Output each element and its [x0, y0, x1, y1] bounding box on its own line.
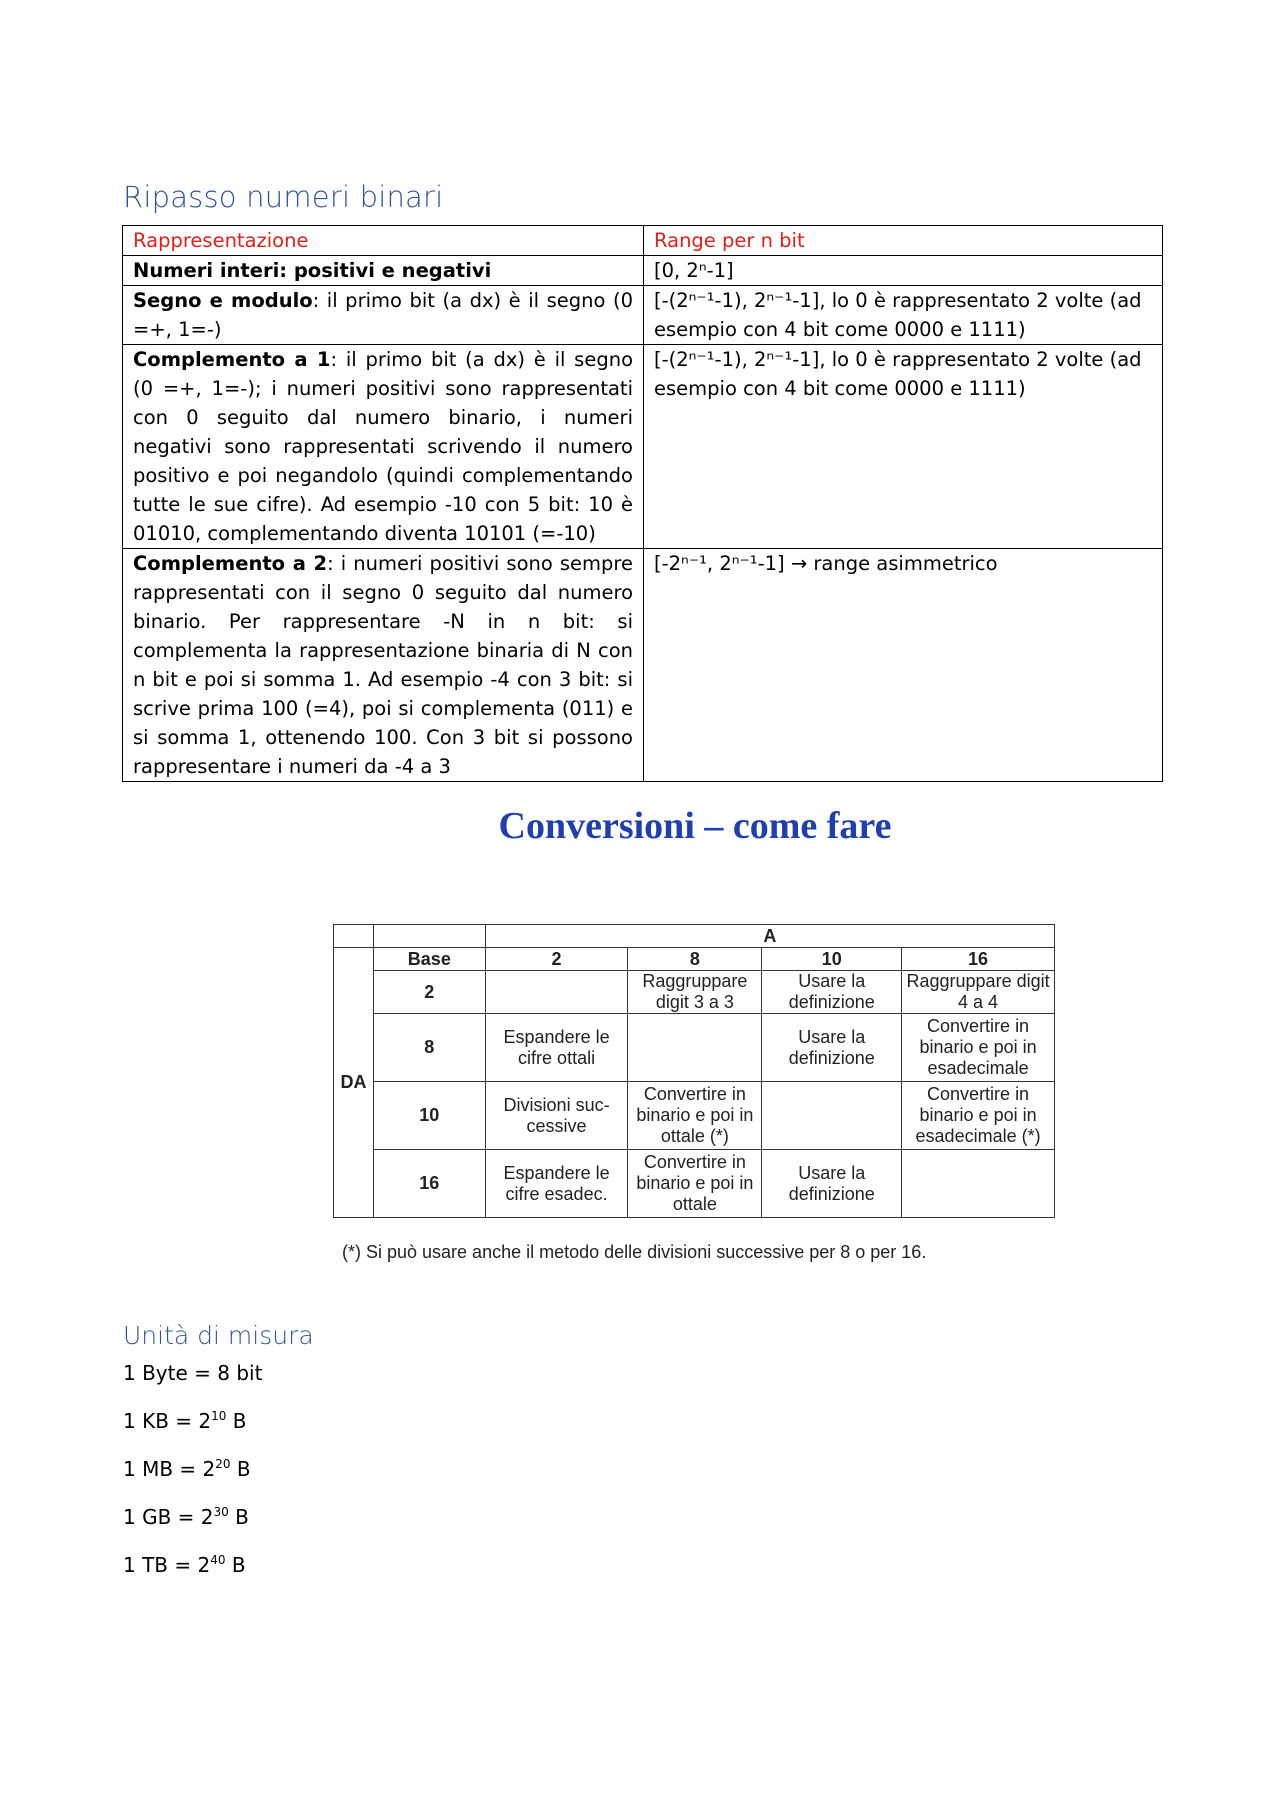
table-cell: Raggruppare digit 3 a 3 — [628, 971, 762, 1014]
table-cell — [485, 971, 628, 1014]
from-base: 10 — [373, 1082, 485, 1150]
row-range: [-(2ⁿ⁻¹-1), 2ⁿ⁻¹-1], lo 0 è rappresentato 2 volte (ad esempio con 4 bit come 0000 e 1111) — [644, 286, 1163, 345]
table-cell: Espandere le cifre esadec. — [485, 1150, 628, 1218]
unit-line: 1 TB = $2^{40}$ B — [123, 1553, 246, 1577]
table-cell: Convertire in binario e poi in ottale — [628, 1150, 762, 1218]
table-row — [123, 286, 1163, 345]
table-cell — [762, 1082, 902, 1150]
section-title-conversioni: Conversioni – come fare — [498, 805, 892, 847]
row-range: [-(2ⁿ⁻¹-1), 2ⁿ⁻¹-1], lo 0 è rappresentato 2 volte (ad esempio con 4 bit come 0000 e 1111) — [644, 345, 1163, 549]
row-description: : i numeri positivi sono sempre rappresentati con il segno 0 seguito dal numero binario. Per rappresentare -N in n bit: si complementa la rappresentazione binaria di N con n bit e poi si somma 1. Ad esempio -4 con 3 bit: si scrive prima 100 (=4), poi si complementa (011) e si somma 1, ottenendo 100. Con 3 bit si possono rappresentare i numeri da -4 a 3 — [133, 552, 633, 778]
conversion-footnote: (*) Si può usare anche il metodo delle divisioni successive per 8 o per 16. — [342, 1242, 927, 1262]
row-term: Numeri interi: positivi e negativi — [133, 259, 492, 282]
row-description: : il primo bit (a dx) è il segno (0 =+, 1=-) — [133, 289, 634, 341]
table-cell: Usare la definizione — [762, 1150, 902, 1218]
conversion-table — [333, 924, 1055, 1218]
from-base: 16 — [373, 1150, 485, 1218]
table-row — [123, 549, 1163, 782]
table-cell — [628, 1014, 762, 1082]
table-cell: Usare la definizione — [762, 971, 902, 1014]
table-cell: Espandere le cifre ottali — [485, 1014, 628, 1082]
row-term: Complemento a 1 — [133, 348, 331, 371]
table-row — [334, 1150, 1055, 1218]
table-cell: Convertire in binario e poi in esadecimale (*) — [902, 1082, 1055, 1150]
unit-line: 1 KB = $2^{10}$ B — [123, 1409, 247, 1433]
to-base: 8 — [628, 948, 762, 971]
table-row — [334, 1014, 1055, 1082]
header-rappresentazione: Rappresentazione — [123, 226, 644, 256]
label-a: A — [485, 925, 1054, 948]
row-term: Segno e modulo — [133, 289, 313, 312]
table-header-row — [123, 226, 1163, 256]
unit-line: 1 GB = $2^{30}$ B — [123, 1505, 249, 1529]
table-cell: Convertire in binario e poi in ottale (*) — [628, 1082, 762, 1150]
table-row — [334, 925, 1055, 948]
table-cell: Usare la definizione — [762, 1014, 902, 1082]
table-row — [123, 256, 1163, 286]
table-cell: Raggruppare digit 4 a 4 — [902, 971, 1055, 1014]
section-title-unita: Unità di misura — [123, 1321, 314, 1350]
header-range: Range per n bit — [644, 226, 1163, 256]
from-base: 2 — [373, 971, 485, 1014]
table-cell: Divisioni suc-cessive — [485, 1082, 628, 1150]
to-base: 16 — [902, 948, 1055, 971]
table-row — [334, 1082, 1055, 1150]
row-description: : il primo bit (a dx) è il segno (0 =+, 1=-); i numeri positivi sono rappresentati con 0 seguito dal numero binario, i numeri negativi sono rappresentati scrivendo il numero positivo e poi negandolo (quindi complementando tutte le sue cifre). Ad esempio -10 con 5 bit: 10 è 01010, complementando diventa 10101 (=-10) — [133, 348, 633, 545]
row-term: Complemento a 2 — [133, 552, 328, 575]
table-cell: Convertire in binario e poi in esadecimale — [902, 1014, 1055, 1082]
table-row — [334, 971, 1055, 1014]
to-base: 2 — [485, 948, 628, 971]
table-row — [123, 345, 1163, 549]
table-row — [334, 948, 1055, 971]
row-range: [0, 2ⁿ-1] — [644, 256, 1163, 286]
table-cell — [902, 1150, 1055, 1218]
unit-line: 1 MB = $2^{20}$ B — [123, 1457, 251, 1481]
unit-line: 1 Byte = 8 bit — [123, 1361, 263, 1385]
from-base: 8 — [373, 1014, 485, 1082]
row-range: [-2ⁿ⁻¹, 2ⁿ⁻¹-1] → range asimmetrico — [644, 549, 1163, 782]
binary-representation-table — [122, 225, 1163, 782]
base-header: Base — [373, 948, 485, 971]
section-title-binari: Ripasso numeri binari — [123, 180, 444, 214]
label-da: DA — [334, 948, 374, 1218]
to-base: 10 — [762, 948, 902, 971]
